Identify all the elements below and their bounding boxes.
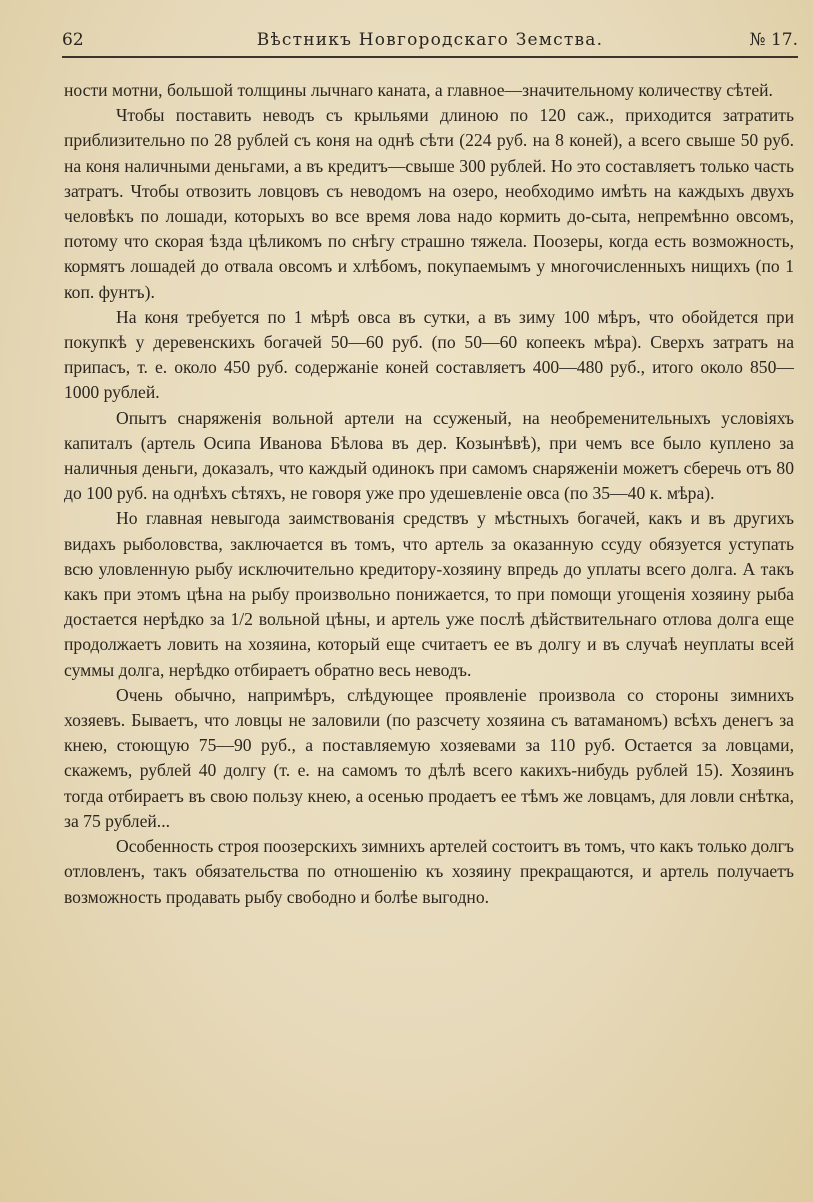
paragraph: ности мотни, большой толщины лычнаго каната, а главное—значительному количеству сѣтей. [64,80,773,100]
paragraph: Но главная невыгода заимствованія средствъ у мѣстныхъ богачей, какъ и въ другихъ видахъ рыболовства, заключается въ томъ, что артель за оказанную ссуду обязуется уступать всю уловленную рыбу исключительно кредитору-хозяину впредь до уплаты всего долга. А такъ какъ при этомъ цѣна на рыбу произвольно понижается, то при помощи угощенія хозяину рыба достается нерѣдко за 1/2 вольной цѣны, и артель уже послѣ дѣйствительнаго отлова долга еще продолжаетъ ловить на хозяина, который еще считаетъ ее въ долгу и въ случаѣ неуплаты всей суммы долга, нерѣдко отбираетъ обратно весь неводъ. [64,508,794,680]
issue-number: № 17. [749,30,798,50]
paragraph: Опытъ снаряженія вольной артели на ссуженый, на необременительныхъ условіяхъ капиталъ (артель Осипа Иванова Бѣлова въ дер. Козынѣвѣ), при чемъ все было куплено за наличныя деньги, доказалъ, что каждый одинокъ при самомъ снаряженіи можетъ сберечь отъ 80 до 100 руб. на однѣхъ сѣтяхъ, не говоря уже про удешевленіе овса (по 35—40 к. мѣра). [64,407,794,504]
paragraph: Чтобы поставить неводъ съ крыльями длиною по 120 саж., приходится затратить приблизительно по 28 рублей съ коня на однѣ сѣти (224 руб. на 8 коней), а всего свыше 50 руб. на коня наличными деньгами, а въ кредитъ—свыше 300 рублей. Но это составляетъ только часть затратъ. Чтобы отвозить ловцовъ съ неводомъ на озеро, необходимо имѣть на каждыхъ двухъ человѣкъ по лошади, которыхъ во все время лова надо кормить до-сыта, непремѣнно овсомъ, потому что скорая ѣзда цѣликомъ по снѣгу страшно тяжела. Поозеры, когда есть возможность, кормятъ лошадей до отвала овсомъ и хлѣбомъ, покупаемымъ у многочисленныхъ нищихъ (по 1 коп. фунтъ). [64,105,794,302]
paragraph: Особенность строя поозерскихъ зимнихъ артелей состоитъ въ томъ, что какъ только долгъ отловленъ, такъ обязательства по отношенію къ хозяину прекращаются, и артель получаетъ возможность продавать рыбу свободно и болѣе выгодно. [64,836,794,907]
header-rule [62,56,798,58]
running-header [62,30,798,54]
paragraph: Очень обычно, напримѣръ, слѣдующее проявленіе произвола со стороны зимнихъ хозяевъ. Бываетъ, что ловцы не заловили (по разсчету хозяина съ ватаманомъ) всѣхъ денегъ за кнею, стоющую 75—90 руб., а поставляемую хозяевами за 110 руб. Остается за ловцами, скажемъ, рублей 40 долгу (т. е. на самомъ то дѣлѣ всего какихъ-нибудь рублей 15). Хозяинъ тогда отбираетъ въ свою пользу кнею, а осенью продаетъ ее тѣмъ же ловцамъ, для ловли снѣтка, за 75 рублей... [64,684,794,831]
paragraph: На коня требуется по 1 мѣрѣ овса въ сутки, а въ зиму 100 мѣръ, что обойдется при покупкѣ у деревенскихъ богачей 50—60 руб. (по 50—60 копеекъ мѣра). Сверхъ затратъ на припасъ, т. е. около 450 руб. содержаніе коней составляетъ 400—480 руб., итого около 850—1000 рублей. [64,306,794,403]
page-number: 62 [62,30,84,50]
body-text [64,78,794,910]
journal-title: Вѣстникъ Новгородскаго Земства. [256,30,604,50]
